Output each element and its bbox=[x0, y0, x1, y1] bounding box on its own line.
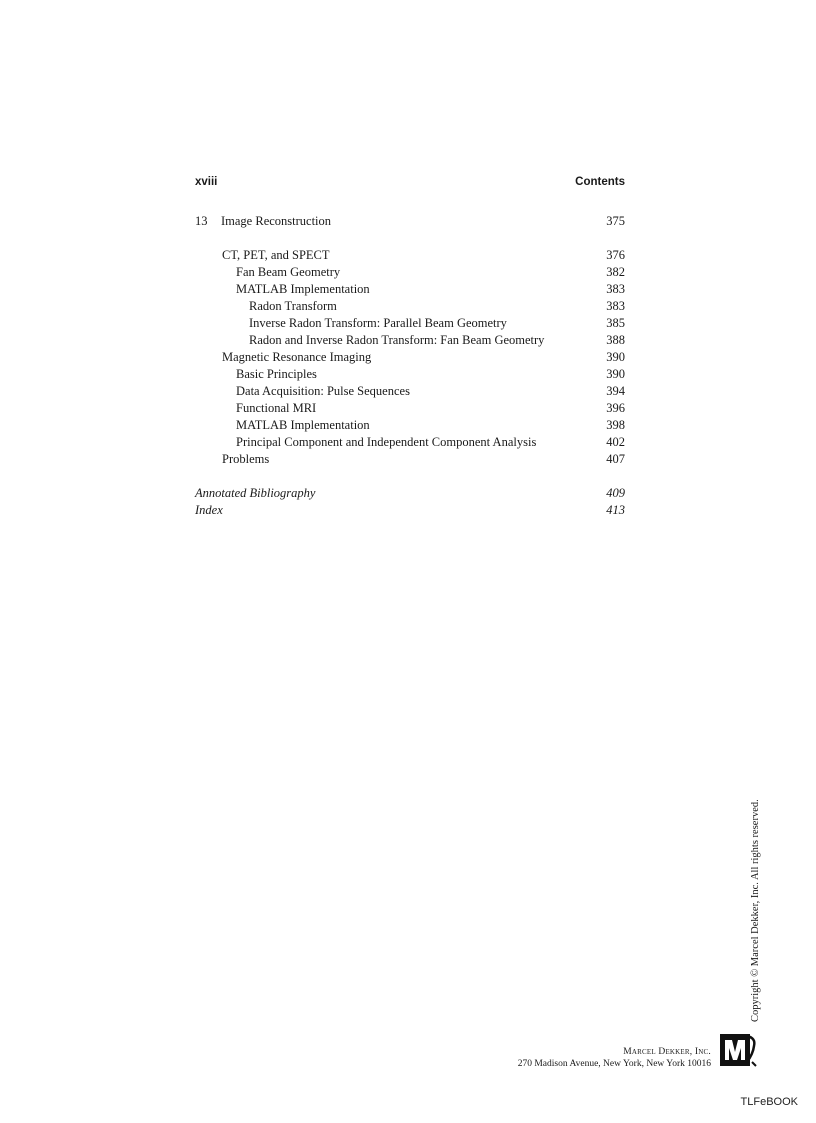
toc-entry-page: 388 bbox=[606, 333, 625, 347]
toc-entry-page: 390 bbox=[606, 350, 625, 364]
toc-entry-title: Annotated Bibliography bbox=[195, 486, 316, 500]
toc-entry-title: Basic Principles bbox=[236, 367, 317, 381]
toc-entry-title: MATLAB Implementation bbox=[236, 282, 370, 296]
chapter-title: Image Reconstruction bbox=[221, 214, 332, 228]
running-head-section: Contents bbox=[575, 176, 625, 188]
toc-entry bbox=[195, 298, 625, 315]
toc-entry-page: 402 bbox=[606, 435, 625, 449]
toc-entry bbox=[195, 383, 625, 400]
publisher-logo-icon bbox=[719, 1032, 757, 1068]
table-of-contents bbox=[195, 213, 625, 519]
toc-entry-title: Data Acquisition: Pulse Sequences bbox=[236, 384, 410, 398]
toc-entry bbox=[195, 264, 625, 281]
toc-entry-title: Principal Component and Independent Component Analysis bbox=[236, 435, 537, 449]
toc-entry-page: 383 bbox=[606, 282, 625, 296]
toc-entry-title: Index bbox=[195, 503, 223, 517]
toc-entry-title: Problems bbox=[222, 452, 270, 466]
toc-entry bbox=[195, 281, 625, 298]
toc-entry bbox=[195, 366, 625, 383]
toc-entry-page: 385 bbox=[606, 316, 625, 330]
toc-entry-page: 376 bbox=[606, 248, 625, 262]
toc-back-matter-entry bbox=[195, 502, 625, 519]
toc-entry bbox=[195, 400, 625, 417]
toc-entry-title: Fan Beam Geometry bbox=[236, 265, 341, 279]
toc-entry-title: Inverse Radon Transform: Parallel Beam Geometry bbox=[249, 316, 507, 330]
toc-entry-title: Radon Transform bbox=[249, 299, 337, 313]
toc-entry-page: 382 bbox=[606, 265, 625, 279]
chapter-number: 13 bbox=[195, 214, 208, 228]
toc-entry bbox=[195, 417, 625, 434]
toc-entry-title: Functional MRI bbox=[236, 401, 317, 415]
toc-entry bbox=[195, 247, 625, 264]
publisher-address: 270 Madison Avenue, New York, New York 10016 bbox=[517, 1059, 711, 1069]
toc-back-matter-entry bbox=[195, 485, 625, 502]
toc-entry-page: 394 bbox=[606, 384, 625, 398]
toc-entry-page: 413 bbox=[606, 503, 625, 517]
copyright-notice: Copyright © Marcel Dekker, Inc. All rights reserved. bbox=[750, 799, 761, 1022]
toc-entry-page: 409 bbox=[606, 486, 625, 500]
toc-entry-page: 396 bbox=[606, 401, 625, 415]
toc-entry-page: 383 bbox=[606, 299, 625, 313]
toc-entry bbox=[195, 332, 625, 349]
toc-entry-page: 398 bbox=[606, 418, 625, 432]
toc-entry bbox=[195, 434, 625, 451]
page-folio: xviii bbox=[195, 176, 218, 188]
toc-entry-page: 407 bbox=[606, 452, 625, 466]
toc-entry-title: CT, PET, and SPECT bbox=[222, 248, 330, 262]
toc-entry bbox=[195, 315, 625, 332]
publisher-imprint bbox=[518, 1046, 711, 1070]
publisher-name: Marcel Dekker, Inc. bbox=[623, 1047, 711, 1057]
toc-chapter-row bbox=[195, 213, 625, 230]
watermark-label: TLFeBOOK bbox=[740, 1096, 798, 1108]
toc-entry-title: Magnetic Resonance Imaging bbox=[222, 350, 372, 364]
running-head bbox=[195, 176, 625, 192]
chapter-page: 375 bbox=[606, 214, 625, 228]
toc-entry-title: Radon and Inverse Radon Transform: Fan Beam Geometry bbox=[249, 333, 545, 347]
toc-entry bbox=[195, 349, 625, 366]
toc-entry-page: 390 bbox=[606, 367, 625, 381]
toc-entry bbox=[195, 451, 625, 468]
toc-entry-title: MATLAB Implementation bbox=[236, 418, 370, 432]
